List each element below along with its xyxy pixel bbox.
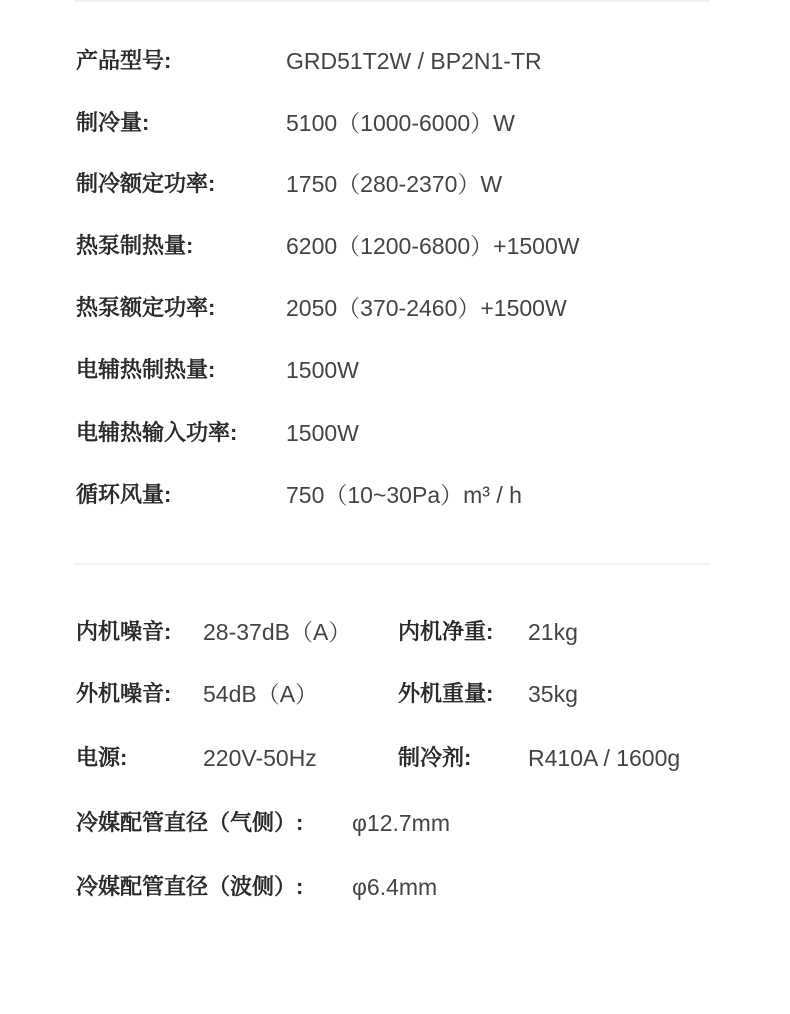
spec-row-heating-power	[0, 288, 790, 328]
spec-value: 1500W	[286, 357, 359, 383]
spec-label: 产品型号:	[76, 48, 172, 73]
spec-value: 6200（1200-6800）+1500W	[286, 233, 580, 259]
spec-row-heating-capacity	[0, 226, 790, 266]
grid-label: 内机净重:	[398, 619, 494, 644]
spec-label: 循环风量:	[76, 482, 172, 507]
spec-row-electric-heating-power	[0, 413, 790, 453]
spec-label: 电辅热输入功率:	[76, 420, 238, 445]
pipe-label: 冷媒配管直径（波侧）:	[76, 874, 304, 899]
pipe-value: φ12.7mm	[352, 810, 450, 836]
spec-row-cooling-power	[0, 164, 790, 204]
spec-label: 热泵额定功率:	[76, 295, 216, 320]
grid-value: 35kg	[528, 681, 578, 707]
spec-label: 制冷额定功率:	[76, 171, 216, 196]
grid-label: 内机噪音:	[76, 619, 172, 644]
grid-row-noise-outdoor	[0, 674, 790, 714]
pipe-row-gas-side	[0, 803, 790, 843]
spec-row-airflow	[0, 475, 790, 515]
grid-row-power-refrigerant	[0, 738, 790, 778]
pipe-row-liquid-side	[0, 867, 790, 907]
spec-value: 1750（280-2370）W	[286, 171, 503, 197]
grid-label: 外机噪音:	[76, 681, 172, 706]
spec-row-model	[0, 41, 790, 81]
grid-value: 54dB（A）	[203, 681, 319, 707]
spec-value: 1500W	[286, 420, 359, 446]
spec-row-cooling-capacity	[0, 103, 790, 143]
grid-label: 外机重量:	[398, 681, 494, 706]
grid-value: R410A / 1600g	[528, 745, 681, 771]
top-divider	[74, 0, 710, 2]
grid-value: 28-37dB（A）	[203, 619, 352, 645]
spec-label: 制冷量:	[76, 110, 150, 135]
grid-label: 制冷剂:	[398, 745, 472, 770]
section-divider	[74, 563, 710, 565]
spec-value: 2050（370-2460）+1500W	[286, 295, 567, 321]
spec-value: 5100（1000-6000）W	[286, 110, 515, 136]
spec-value: GRD51T2W / BP2N1-TR	[286, 48, 542, 74]
grid-label: 电源:	[76, 745, 128, 770]
grid-value: 220V-50Hz	[203, 745, 317, 771]
spec-row-electric-heating-capacity	[0, 350, 790, 390]
grid-value: 21kg	[528, 619, 578, 645]
pipe-value: φ6.4mm	[352, 874, 438, 900]
grid-row-noise-indoor	[0, 612, 790, 652]
spec-label: 电辅热制热量:	[76, 357, 216, 382]
spec-value: 750（10~30Pa）m³ / h	[286, 482, 522, 508]
pipe-label: 冷媒配管直径（气侧）:	[76, 810, 304, 835]
spec-label: 热泵制热量:	[76, 233, 194, 258]
